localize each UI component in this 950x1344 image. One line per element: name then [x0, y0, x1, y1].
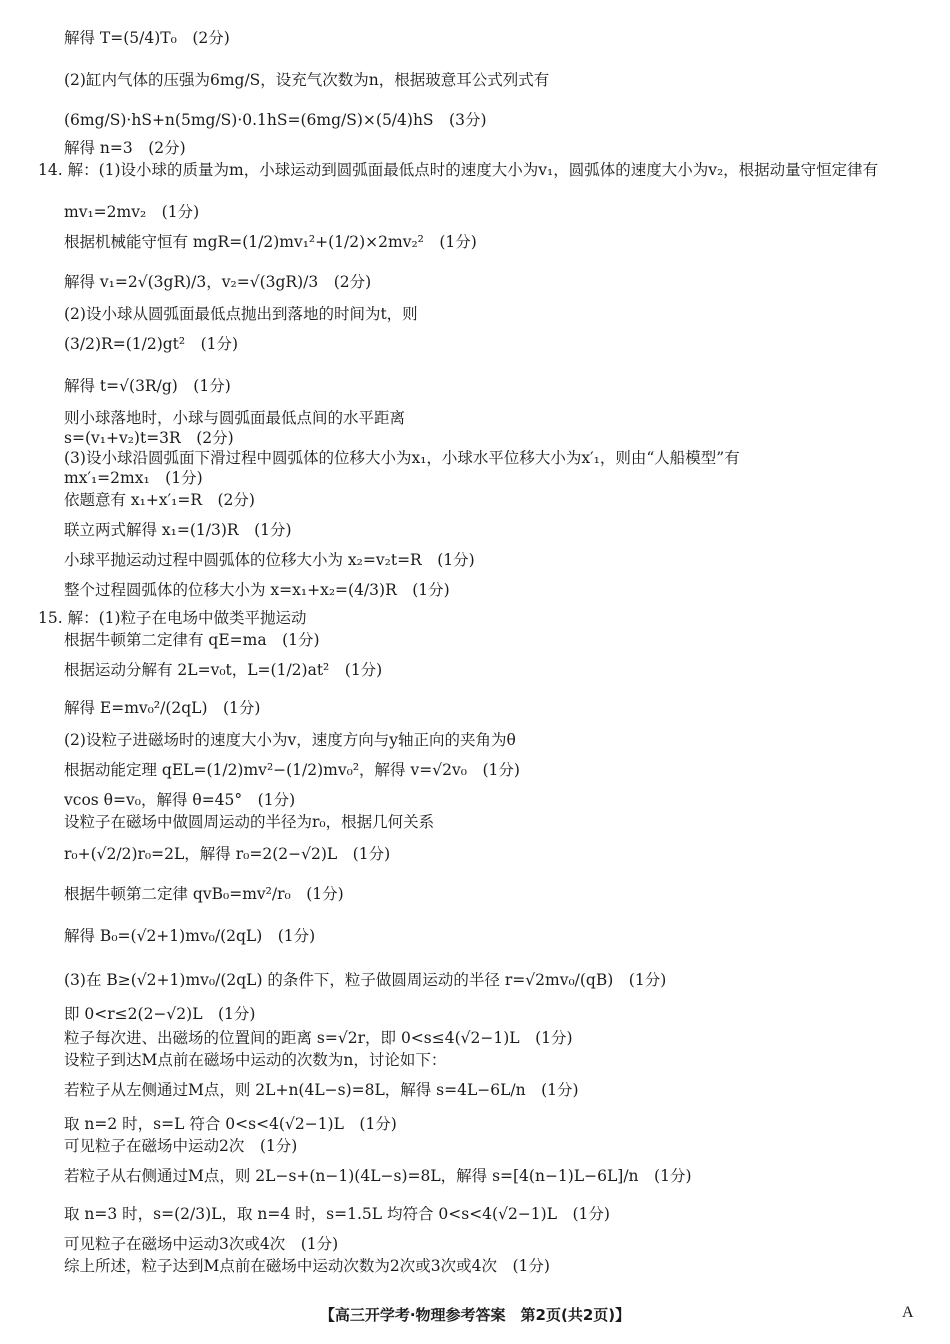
text-line: (6mg/S)·hS+n(5mg/S)·0.1hS=(6mg/S)×(5/4)hS (3分) — [64, 111, 487, 129]
text-line: s=(v₁+v₂)t=3R (2分) — [64, 429, 234, 447]
text-line: 若粒子从左侧通过M点，则 2L+n(4L−s)=8L，解得 s=4L−6L/n (1分) — [64, 1081, 579, 1099]
text-line: (2)设小球从圆弧面最低点抛出到落地的时间为t，则 — [64, 305, 418, 323]
text-line: 解得 T=(5/4)T₀ (2分) — [64, 29, 230, 47]
text-line: 可见粒子在磁场中运动2次 (1分) — [64, 1137, 298, 1155]
text-line: 粒子每次进、出磁场的位置间的距离 s=√2r，即 0<s≤4(√2−1)L (1分) — [64, 1029, 573, 1047]
text-line: 设粒子在磁场中做圆周运动的半径为r₀，根据几何关系 — [64, 813, 435, 831]
question-14-header: 14. 解：(1)设小球的质量为m，小球运动到圆弧面最低点时的速度大小为v₁，圆弧体的速度大小为v₂，根据动量守恒定律有 — [38, 161, 879, 179]
page-footer: 【高三开学考·物理参考答案 第2页(共2页)】 — [319, 1306, 631, 1324]
text-line: (2)设粒子进磁场时的速度大小为v，速度方向与y轴正向的夹角为θ — [64, 731, 516, 749]
text-line: mv₁=2mv₂ (1分) — [64, 203, 200, 221]
text-line: vcos θ=v₀，解得 θ=45° (1分) — [64, 791, 296, 809]
text-line: 依题意有 x₁+x′₁=R (2分) — [64, 491, 255, 509]
text-line: r₀+(√2/2)r₀=2L，解得 r₀=2(2−√2)L (1分) — [64, 845, 391, 863]
text-line: 根据牛顿第二定律 qvB₀=mv²/r₀ (1分) — [64, 885, 344, 903]
text-line: 取 n=2 时，s=L 符合 0<s<4(√2−1)L (1分) — [64, 1115, 397, 1133]
text-line: 根据牛顿第二定律有 qE=ma (1分) — [64, 631, 320, 649]
version-mark: A — [902, 1304, 914, 1321]
text-line: (2)缸内气体的压强为6mg/S，设充气次数为n，根据玻意耳公式列式有 — [64, 71, 550, 89]
text-line: (3)在 B≥(√2+1)mv₀/(2qL) 的条件下，粒子做圆周运动的半径 r=√2mv₀/(qB) (1分) — [64, 971, 667, 989]
text-line: 可见粒子在磁场中运动3次或4次 (1分) — [64, 1235, 339, 1253]
text-line: 即 0<r≤2(2−√2)L (1分) — [64, 1005, 256, 1023]
text-line: (3/2)R=(1/2)gt² (1分) — [64, 335, 239, 353]
text-line: (3)设小球沿圆弧面下滑过程中圆弧体的位移大小为x₁，小球水平位移大小为x′₁，则由“人船模型”有 — [64, 449, 740, 467]
text-line: mx′₁=2mx₁ (1分) — [64, 469, 203, 487]
text-line: 联立两式解得 x₁=(1/3)R (1分) — [64, 521, 292, 539]
text-line: 则小球落地时，小球与圆弧面最低点间的水平距离 — [64, 409, 406, 427]
text-line: 解得 t=√(3R/g) (1分) — [64, 377, 231, 395]
text-line: 根据机械能守恒有 mgR=(1/2)mv₁²+(1/2)×2mv₂² (1分) — [64, 233, 477, 251]
text-line: 综上所述，粒子达到M点前在磁场中运动次数为2次或3次或4次 (1分) — [64, 1257, 550, 1275]
question-15-header: 15. 解：(1)粒子在电场中做类平抛运动 — [38, 609, 307, 627]
text-line: 解得 n=3 (2分) — [64, 139, 186, 157]
text-line: 取 n=3 时，s=(2/3)L，取 n=4 时，s=1.5L 均符合 0<s<4(√2−1)L (1分) — [64, 1205, 610, 1223]
text-line: 整个过程圆弧体的位移大小为 x=x₁+x₂=(4/3)R (1分) — [64, 581, 450, 599]
text-line: 根据运动分解有 2L=v₀t，L=(1/2)at² (1分) — [64, 661, 383, 679]
text-line: 根据动能定理 qEL=(1/2)mv²−(1/2)mv₀²，解得 v=√2v₀ (1分) — [64, 761, 520, 779]
text-line: 若粒子从右侧通过M点，则 2L−s+(n−1)(4L−s)=8L，解得 s=[4(n−1)L−6L]/n (1分) — [64, 1167, 692, 1185]
text-line: 设粒子到达M点前在磁场中运动的次数为n，讨论如下： — [64, 1051, 447, 1069]
text-line: 小球平抛运动过程中圆弧体的位移大小为 x₂=v₂t=R (1分) — [64, 551, 475, 569]
text-line: 解得 B₀=(√2+1)mv₀/(2qL) (1分) — [64, 927, 316, 945]
text-line: 解得 E=mv₀²/(2qL) (1分) — [64, 699, 261, 717]
text-line: 解得 v₁=2√(3gR)/3，v₂=√(3gR)/3 (2分) — [64, 273, 372, 291]
